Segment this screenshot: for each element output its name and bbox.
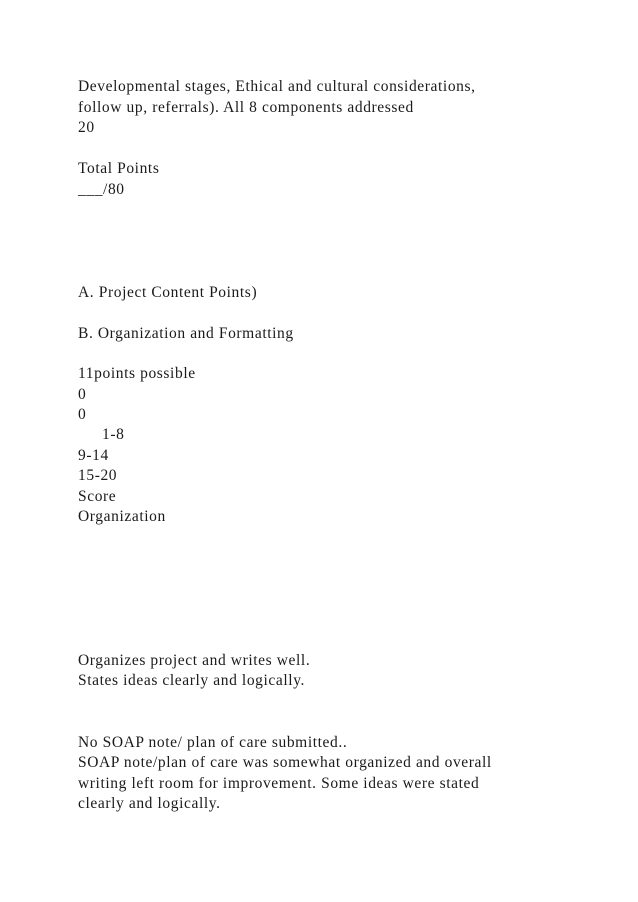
section-a-heading: A. Project Content Points) bbox=[78, 284, 258, 301]
section-b-heading: B. Organization and Formatting bbox=[78, 325, 294, 342]
criteria-text: Organizes project and writes well. bbox=[78, 652, 311, 669]
score-range-9-14: 9-14 bbox=[78, 447, 109, 464]
score-range-1-8: 1-8 bbox=[102, 426, 125, 443]
score-range-0a: 0 bbox=[78, 386, 87, 403]
criteria-text: clearly and logically. bbox=[78, 795, 221, 812]
score-label: Score bbox=[78, 488, 117, 505]
total-points-value: ___/80 bbox=[78, 181, 125, 198]
text-line: follow up, referrals). All 8 components addressed bbox=[78, 99, 414, 116]
score-range-0b: 0 bbox=[78, 406, 87, 423]
criteria-text: SOAP note/plan of care was somewhat organized and overall bbox=[78, 754, 492, 771]
organization-label: Organization bbox=[78, 508, 166, 525]
criteria-text: No SOAP note/ plan of care submitted.. bbox=[78, 734, 348, 751]
total-points-label: Total Points bbox=[78, 160, 160, 177]
criteria-text: writing left room for improvement. Some ideas were stated bbox=[78, 775, 480, 792]
criteria-text: States ideas clearly and logically. bbox=[78, 672, 306, 689]
score-range-15-20: 15-20 bbox=[78, 467, 118, 484]
text-line: 20 bbox=[78, 119, 95, 136]
points-possible-label: 11points possible bbox=[78, 365, 196, 382]
text-line: Developmental stages, Ethical and cultural considerations, bbox=[78, 78, 476, 95]
